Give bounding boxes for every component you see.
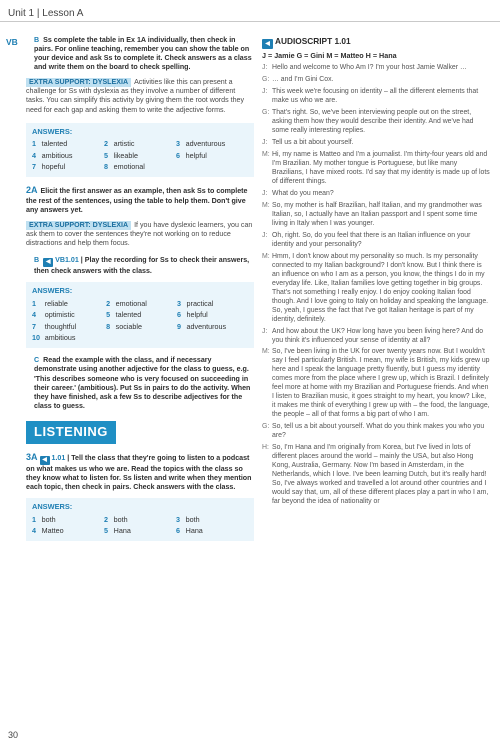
answer-number: 1 — [32, 514, 36, 524]
exercise-mark: B — [34, 256, 40, 265]
script-line — [262, 190, 490, 199]
answers-table — [32, 514, 248, 537]
answer-word: artistic — [113, 139, 135, 149]
answer-number: 8 — [103, 161, 108, 171]
script-line — [262, 423, 490, 441]
answers-row — [32, 150, 248, 161]
header-divider — [0, 21, 500, 22]
answer-number: 6 — [177, 310, 182, 320]
answers-table — [32, 298, 248, 343]
answer-number: 6 — [175, 150, 180, 160]
answer-word: adventurous — [186, 321, 227, 331]
support-text: If you have dyslexic learners, you can ask them to cover the sentences they're not working on to reduce distractions and help them focus. — [26, 221, 253, 248]
answer-word — [186, 161, 248, 172]
extra-support-dyslexia-2 — [26, 221, 254, 248]
answer-word — [187, 332, 248, 343]
script-text: And how about the UK? How long have you been living here? And do you think it's influenced your sense of identity at all? — [272, 327, 484, 344]
exercise-mark: C — [34, 356, 40, 365]
exercise-mark: B — [34, 36, 40, 44]
answer-word: helpful — [186, 310, 208, 320]
answer-number: 4 — [32, 150, 36, 160]
answers-box-2 — [26, 282, 254, 348]
audioscript-lines — [262, 64, 490, 507]
answers-row — [32, 161, 248, 172]
script-line — [262, 232, 490, 250]
speaker-initial: G: — [262, 76, 270, 84]
speaker-icon[interactable]: ◀ — [262, 39, 273, 49]
script-text: Hello and welcome to Who Am I? I'm your host Jamie Walker … — [272, 64, 467, 72]
answers-row — [32, 298, 248, 309]
exercise-2c — [26, 356, 254, 410]
track-label: 1.01 — [51, 453, 66, 462]
script-line — [262, 202, 490, 229]
answer-word: optimistic — [44, 310, 75, 320]
speaker-initial: M: — [262, 348, 270, 356]
page-header — [8, 7, 83, 20]
answer-word: helpful — [185, 150, 207, 160]
answers-row — [32, 309, 248, 320]
exercise-mark: 3A — [26, 451, 38, 462]
answer-number: 1 — [32, 139, 36, 149]
answer-number: 1 — [32, 298, 36, 308]
answer-word: adventurous — [185, 139, 226, 149]
script-text: This week we're focusing on identity – all the different elements that make us who we are. — [272, 88, 479, 105]
answer-number: 4 — [32, 310, 36, 320]
answer-number: 2 — [103, 514, 108, 524]
answer-word: sociable — [115, 321, 142, 331]
answer-number: 4 — [32, 525, 36, 535]
answers-row — [32, 138, 248, 149]
answer-number: 3 — [175, 139, 180, 149]
answer-word: talented — [41, 139, 68, 149]
script-text: So, I'm Hana and I'm originally from Korea, but I've lived in lots of different places around the world – mainly the USA, but also Hong Kong, Australia, Germany. Now I'm based in Amsterdam, in the Netherlands, which I love. I've been learning Dutch, but it's really hard! So, I've always worked and travelled a lot around other countries and I would say that, um, all of these different places play a part in who I am, far beyond the idea of nationality or — [272, 444, 489, 505]
answer-word — [116, 332, 177, 343]
audioscript-title — [262, 36, 490, 49]
answer-number: 7 — [32, 321, 36, 331]
support-text: Activities like this can present a challenge for Ss with dyslexia as they involve a number of different tasks. You can simplify this activity by giving them the root words they need for each gap and asking them to write the adjective forms. — [26, 78, 245, 114]
speaker-initial: J: — [262, 327, 268, 335]
answer-number: 8 — [106, 321, 111, 331]
script-text: Hmm, I don't know about my personality so much. Is my personality connected to my Italian background? I don't know. But I think there is an influence on who I am as a person, you know, the things I do in my everyday life. Like, Italian families love getting together in big groups. That's not something I really enjoy. I do enjoy cooking Italian food though. And I love going to Italy on holiday and speaking the language. So, yeah, I guess the fact that I've got Italian heritage is part of my identity, definitely. — [272, 252, 489, 323]
speaker-initial: G: — [262, 109, 270, 117]
answer-word: talented — [115, 310, 142, 320]
speaker-initial: M: — [262, 252, 270, 260]
answer-number: 5 — [103, 525, 108, 535]
answer-number — [176, 161, 186, 172]
answer-word: emotional — [115, 298, 147, 308]
answers-row — [32, 332, 248, 343]
answers-row — [32, 321, 248, 332]
answer-word: emotional — [113, 161, 145, 171]
answer-word: both — [113, 514, 128, 524]
script-line — [262, 444, 490, 507]
answers-box-3 — [26, 498, 254, 541]
speaker-icon[interactable]: ◀ — [40, 456, 50, 465]
answer-word: ambitious — [41, 150, 73, 160]
speaker-initial: G: — [262, 423, 270, 431]
script-line — [262, 253, 490, 325]
script-text: So, tell us a bit about yourself. What do you think makes you who you are? — [272, 423, 485, 440]
answer-word: Hana — [113, 525, 131, 535]
speaker-initial: J: — [262, 189, 268, 197]
page-number: 30 — [8, 730, 19, 740]
answer-number: 7 — [32, 161, 36, 171]
answer-number: 9 — [177, 321, 182, 331]
answer-number — [177, 332, 187, 343]
exercise-text: Elicit the first answer as an example, then ask Ss to complete the rest of the sentences, using the table to help them. Don't give any answers yet. — [26, 187, 248, 214]
answer-word: ambitious — [44, 333, 76, 343]
script-text: So, I've been living in the UK for over twenty years now. But I wouldn't say I feel particularly British. I mean, my wife is British, my kids grew up here and I speak the language pretty fluently, but I guess my identity comes more from the place where I grew up, which is Brazil. I definitely feel more at home with my Brazilian and Portuguese friends. And when I listen to Brazilian music, it goes straight to my heart, you know? Like, it makes me think of everything I grew up with – the food, the language, the people – all of that forms a big part of who I am. — [272, 348, 490, 419]
answers-title: ANSWERS: — [32, 286, 73, 296]
exercise-1b — [26, 36, 254, 72]
answer-number — [106, 332, 116, 343]
support-tag: EXTRA SUPPORT: DYSLEXIA — [26, 221, 131, 230]
answers-table — [32, 138, 248, 172]
answers-title: ANSWERS: — [32, 126, 73, 136]
lesson-label: Lesson A — [42, 8, 84, 19]
answers-box-1 — [26, 123, 254, 178]
script-line — [262, 88, 490, 106]
support-tag: EXTRA SUPPORT: DYSLEXIA — [26, 78, 131, 87]
script-text: So, my mother is half Brazilian, half Italian, and my grandmother was Italian, so, I actually have an Italian passport and I spent some time living in Italy when I was younger. — [272, 201, 482, 227]
answer-word: reliable — [44, 298, 68, 308]
answers-row — [32, 514, 248, 525]
script-line — [262, 64, 490, 73]
track-label: VB1.01 — [55, 256, 79, 265]
script-line — [262, 109, 490, 136]
answer-number: 2 — [103, 139, 108, 149]
script-line — [262, 151, 490, 187]
answer-number: 10 — [32, 333, 40, 343]
exercise-text: | Tell the class that they're going to listen to a podcast on what makes us who we are. Read the topics with the class so they know what to listen for. Ss listen and write when they mention each topic, then check in pairs. Check answers with the class. — [26, 453, 252, 491]
exercise-text: Ss complete the table in Ex 1A individually, then check in pairs. For online teaching, remember you can show the table on your device and ask Ss to complete it. Check answers as a class and write them on the board to check spelling. — [34, 36, 252, 72]
answer-word: Hana — [185, 525, 203, 535]
exercise-2a — [26, 185, 254, 215]
answers-row — [32, 525, 248, 536]
exercise-3a — [26, 452, 254, 492]
exercise-mark: 2A — [26, 185, 38, 196]
header-separator: | — [36, 8, 40, 19]
vb-tag: VB — [6, 37, 18, 47]
answers-title: ANSWERS: — [32, 501, 73, 511]
answer-number: 6 — [175, 525, 180, 535]
script-text: What do you mean? — [272, 189, 334, 197]
script-line — [262, 328, 490, 346]
exercise-text: | Play the recording for Ss to check their answers, then check answers with the class. — [34, 256, 250, 276]
script-text: Hi, my name is Matteo and I'm a journalist. I'm thirty-four years old and I'm Brazilian. My mother tongue is Portuguese, but like many Brazilians, I have mixed roots. I'd say that my identity is made up of lots of different things. — [272, 151, 490, 186]
script-line — [262, 139, 490, 148]
speaker-initial: H: — [262, 444, 269, 452]
answer-number: 3 — [177, 298, 182, 308]
answer-word: both — [185, 514, 200, 524]
speaker-icon[interactable]: ◀ — [43, 258, 53, 267]
exercise-2b — [26, 256, 254, 276]
answer-word: both — [41, 514, 56, 524]
right-column — [262, 36, 490, 510]
speaker-initial: J: — [262, 88, 268, 96]
answer-word: practical — [186, 298, 214, 308]
speaker-initial: M: — [262, 151, 270, 159]
script-text: Tell us a bit about yourself. — [272, 139, 354, 147]
answer-word: hopeful — [41, 161, 66, 171]
unit-label: Unit 1 — [8, 8, 35, 19]
speaker-key: J = Jamie G = Gini M = Matteo H = Hana — [262, 51, 397, 60]
answer-word: likeable — [113, 150, 139, 160]
exercise-text: Read the example with the class, and if necessary demonstrate using another adjective for the class to guess, e.g. 'This describes someone who is very focused on succeeding in their career.' (ambitious). Put Ss in pairs to do the activity. When they have finished, ask a few Ss to describe adjectives for the class to guess. — [34, 356, 251, 410]
listening-section-header: LISTENING — [26, 421, 116, 444]
answer-number: 2 — [106, 298, 111, 308]
script-text: That's right. So, we've been interviewing people out on the street, asking them how they would describe their identity. And we've had some really interesting replies. — [272, 109, 474, 135]
speaker-initial: J: — [262, 139, 268, 147]
speaker-initial: J: — [262, 64, 268, 72]
answer-number: 3 — [175, 514, 180, 524]
answer-number: 5 — [103, 150, 108, 160]
left-column — [26, 36, 254, 549]
answer-word: Matteo — [41, 525, 64, 535]
script-text: Oh, right. So, do you feel that there is an Italian influence on your identity and your personality? — [272, 231, 471, 248]
script-text: … and I'm Gini Cox. — [272, 76, 334, 84]
speaker-initial: J: — [262, 231, 268, 239]
audioscript-title-text: AUDIOSCRIPT 1.01 — [275, 36, 351, 46]
speaker-initial: M: — [262, 201, 270, 209]
script-line — [262, 76, 490, 85]
extra-support-dyslexia-1 — [26, 78, 254, 114]
answer-word: thoughtful — [44, 321, 77, 331]
script-line — [262, 348, 490, 420]
answer-number: 5 — [106, 310, 111, 320]
